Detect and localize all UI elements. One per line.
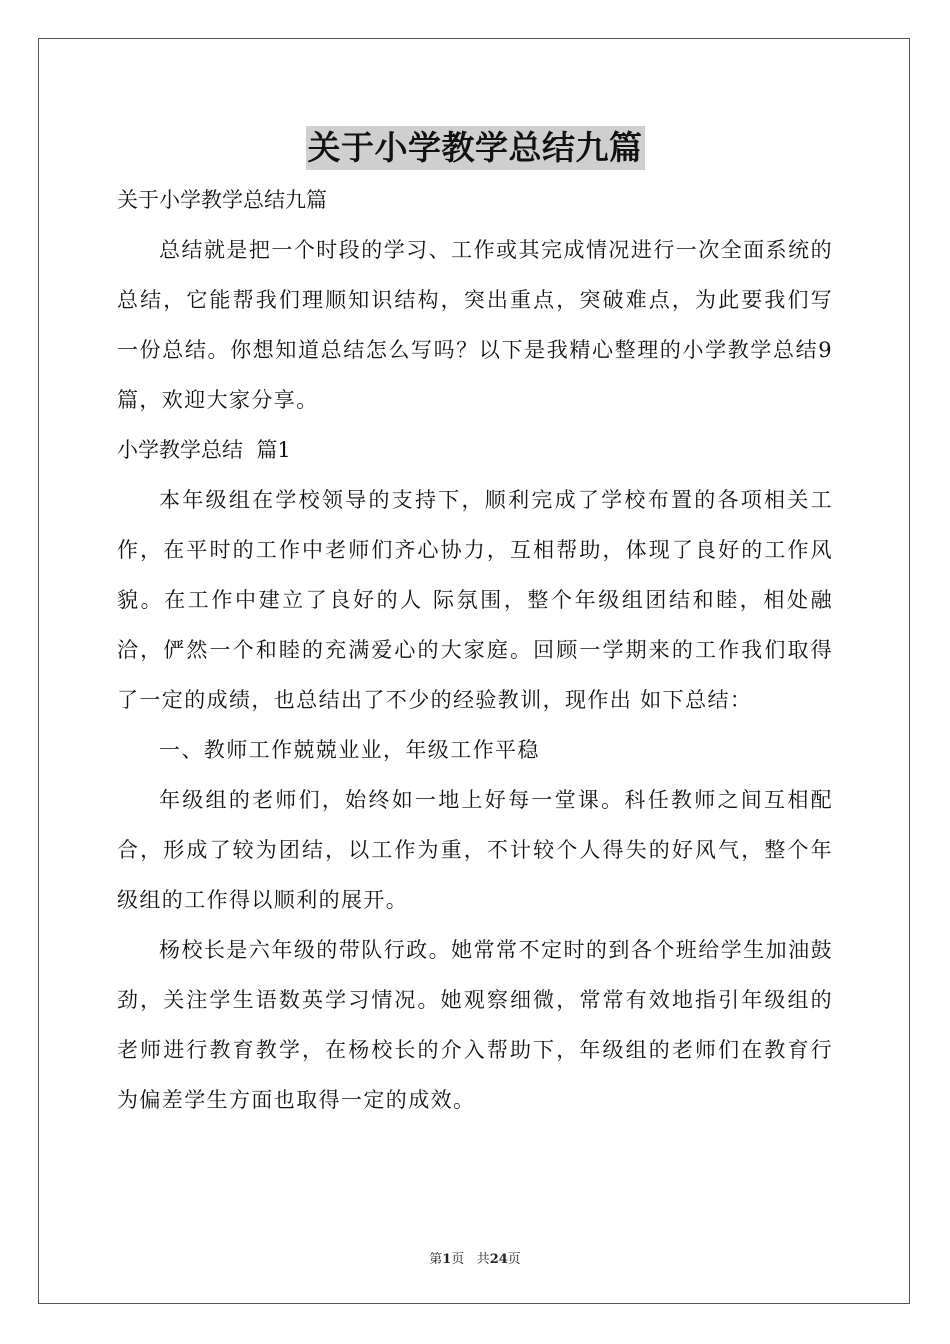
page-suffix: 页 — [451, 1252, 465, 1267]
paragraph-1: 本年级组在学校领导的支持下，顺利完成了学校布置的各项相关工作，在平时的工作中老师们齐心协力，互相帮助，体现了良好的工作风貌。在工作中建立了良好的人 际氛围，整个年级组团结和睦，相处融洽，俨然一个和睦的充满爱心的大家庭。回顾一学期来的工作我们取得了一定的成绩，也总结出了不少的经验教训，现作出 如下总结： — [117, 488, 833, 712]
subheading-1: 一、教师工作兢兢业业，年级工作平稳 — [159, 738, 540, 762]
paragraph-2: 年级组的老师们，始终如一地上好每一堂课。科任教师之间互相配合，形成了较为团结，以工作为重，不计较个人得失的好风气，整个年级组的工作得以顺利的展开。 — [117, 788, 833, 912]
paragraph-3: 杨校长是六年级的带队行政。她常常不定时的到各个班给学生加油鼓劲，关注学生语数英学习情况。她观察细微，常常有效地指引年级组的老师进行教育教学，在杨校长的介入帮助下，年级组的老师们在教育行为偏差学生方面也取得一定的成效。 — [117, 938, 833, 1112]
title-container — [0, 126, 950, 170]
total-prefix: 共 — [476, 1252, 490, 1267]
page-footer — [0, 1248, 950, 1267]
document-subtitle: 关于小学教学总结九篇 — [117, 188, 327, 212]
total-suffix: 页 — [507, 1252, 521, 1267]
document-body — [117, 175, 833, 1125]
page-current: 1 — [442, 1252, 452, 1267]
section-heading: 小学教学总结 篇1 — [117, 438, 291, 462]
intro-paragraph: 总结就是把一个时段的学习、工作或其完成情况进行一次全面系统的总结，它能帮我们理顺知识结构，突出重点，突破难点，为此要我们写一份总结。你想知道总结怎么写吗？以下是我精心整理的小学教学总结9篇，欢迎大家分享。 — [117, 238, 833, 412]
page-total: 24 — [489, 1252, 508, 1267]
document-title: 关于小学教学总结九篇 — [306, 126, 645, 170]
page-prefix: 第 — [429, 1252, 443, 1267]
